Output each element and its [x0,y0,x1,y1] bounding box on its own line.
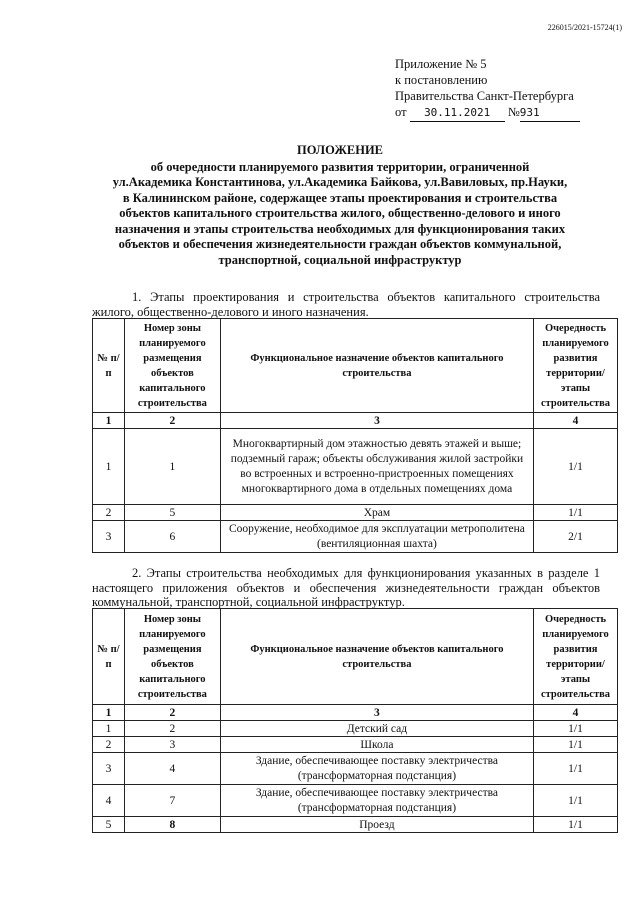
table-row [93,521,618,553]
row-number: 3 [93,753,125,785]
header-zone: Номер зоны планируемого размещения объектов капитального строительства [124,609,220,705]
stage: 1/1 [534,737,618,753]
appendix-line-3: Правительства Санкт-Петербурга [395,89,574,103]
table-row [93,753,618,785]
title-line: транспортной, социальной инфраструктур [218,252,462,267]
table-row [93,721,618,737]
zone-number: 3 [124,737,220,753]
stage: 1/1 [534,753,618,785]
document-number: 226015/2021-15724(1) [547,23,622,32]
appendix-line-2: к постановлению [395,73,488,87]
object-purpose: Детский сад [220,721,533,737]
stage: 1/1 [534,721,618,737]
title-line: назначения и этапы строительства необходимых для функционирования таких [114,221,566,236]
resolution-date: 30.11.2021 [410,105,505,122]
column-index: 3 [220,705,533,721]
column-index: 2 [124,413,220,429]
table-1 [92,318,618,553]
zone-number: 7 [124,785,220,817]
table-2 [92,608,618,833]
appendix-date-line [395,104,580,122]
header-number: № п/п [93,319,125,413]
row-number: 4 [93,785,125,817]
object-purpose: Храм [220,505,533,521]
appendix-block [395,56,580,122]
object-purpose: Здание, обеспечивающее поставку электричества (трансформаторная подстанция) [220,785,533,817]
column-index: 1 [93,413,125,429]
table-row [93,737,618,753]
title-line: объектов капитального строительства жилого, общественно-делового и иного [119,206,561,220]
section-1-intro [92,290,600,319]
row-number: 2 [93,505,125,521]
section-2-text: 2. Этапы строительства необходимых для функционирования указанных в разделе 1 настоящего приложения объектов и обеспечения жизнедеятельности граждан объектов коммунальной, транспортной, социальной инфраструктур. [92,566,600,609]
row-number: 1 [93,429,125,505]
object-purpose: Сооружение, необходимое для эксплуатации метрополитена (вентиляционная шахта) [220,521,533,553]
table-row [93,817,618,833]
row-number: 5 [93,817,125,833]
title-line: в Калининском районе, содержащее этапы проектирования и строительства [122,190,558,205]
column-index: 4 [534,413,618,429]
table-header-row [93,609,618,705]
object-purpose: Проезд [220,817,533,833]
object-purpose: Школа [220,737,533,753]
header-purpose: Функциональное назначение объектов капитального строительства [220,609,533,705]
zone-number: 1 [124,429,220,505]
stage: 2/1 [534,521,618,553]
row-number: 3 [93,521,125,553]
appendix-line-1: Приложение № 5 [395,57,487,71]
row-number: 1 [93,721,125,737]
header-zone: Номер зоны планируемого размещения объектов капитального строительства [124,319,220,413]
header-number: № п/п [93,609,125,705]
number-label: № [507,105,520,119]
column-number-row [93,705,618,721]
title-line: ул.Академика Константинова, ул.Академика Байкова, ул.Вавиловых, пр.Науки, [112,175,568,189]
resolution-number: 931 [520,105,580,122]
stage: 1/1 [534,817,618,833]
document-title [90,143,590,268]
column-index: 1 [93,705,125,721]
table-row [93,505,618,521]
stage: 1/1 [534,429,618,505]
title-line: об очередности планируемого развития территории, ограниченной [150,159,530,174]
table-row [93,429,618,505]
title-line: объектов и обеспечения жизнедеятельности граждан объектов коммунальной, [118,237,562,251]
column-index: 4 [534,705,618,721]
zone-number: 2 [124,721,220,737]
row-number: 2 [93,737,125,753]
title-heading: ПОЛОЖЕНИЕ [296,143,384,157]
zone-number: 8 [124,817,220,833]
table-header-row [93,319,618,413]
zone-number: 4 [124,753,220,785]
from-label: от [395,105,407,119]
section-1-text: 1. Этапы проектирования и строительства объектов капитального строительства жилого, общественно-делового и иного назначения. [92,290,600,319]
object-purpose: Многоквартирный дом этажностью девять этажей и выше; подземный гараж; объекты обслуживания жилой застройки во встроенных и встроенно-пристроенных помещениях многоквартирного дома в отдельных помещениях дома [220,429,533,505]
zone-number: 6 [124,521,220,553]
stage: 1/1 [534,785,618,817]
header-stage: Очередность планируемого развития территории/ этапы строительства [534,319,618,413]
object-purpose: Здание, обеспечивающее поставку электричества (трансформаторная подстанция) [220,753,533,785]
header-stage: Очередность планируемого развития территории/ этапы строительства [534,609,618,705]
column-index: 2 [124,705,220,721]
header-purpose: Функциональное назначение объектов капитального строительства [220,319,533,413]
table-row [93,785,618,817]
zone-number: 5 [124,505,220,521]
column-number-row [93,413,618,429]
stage: 1/1 [534,505,618,521]
column-index: 3 [220,413,533,429]
section-2-intro [92,566,600,610]
